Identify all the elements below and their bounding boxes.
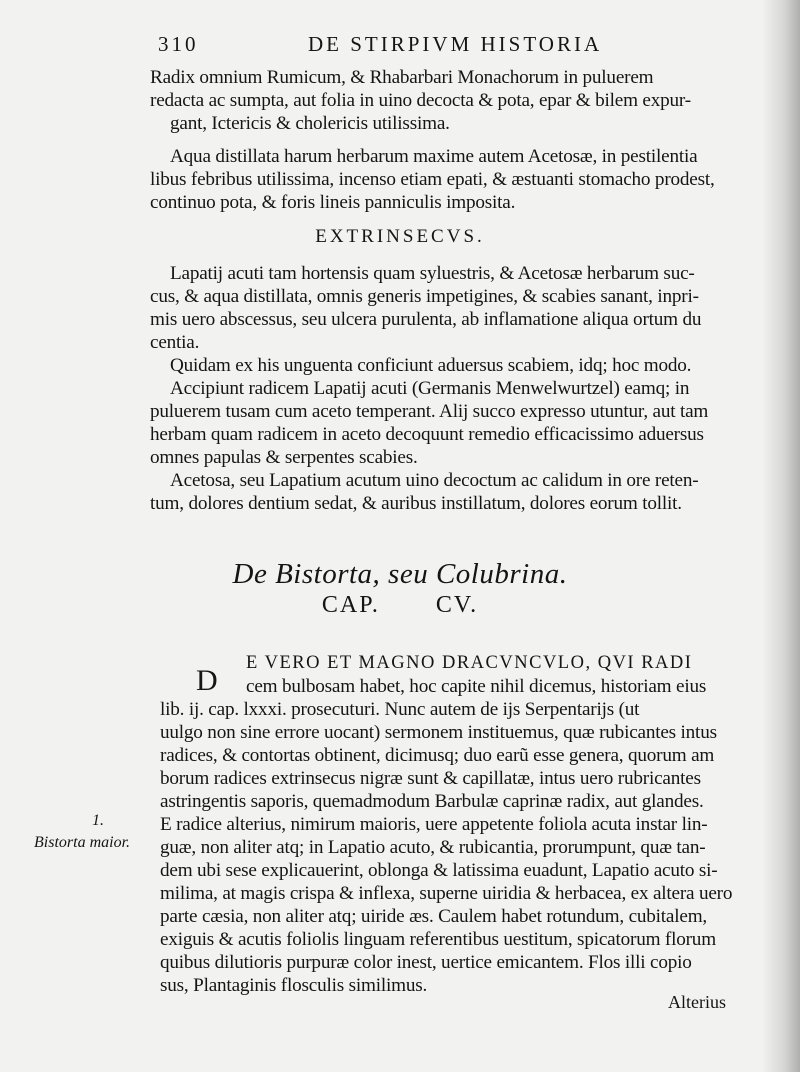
chapter-label: CAP.	[321, 592, 380, 618]
chapter-roman: CV.	[435, 592, 479, 618]
margin-note: Bistorta maior.	[34, 834, 131, 851]
text-line: E VERO ET MAGNO DRACVNCVLO, QVI RADI	[246, 653, 693, 673]
text-line: quibus dilutioris purpuræ color inest, uertice emicantem. Flos illi copio	[160, 952, 692, 973]
page-number: 310	[158, 32, 199, 56]
text-line: tum, dolores dentium sedat, & auribus instillatum, dolores eorum tollit.	[150, 493, 682, 514]
text-line: guæ, non aliter atq; in Lapatio acuto, & rubicantia, prorumpunt, quæ tan-	[160, 837, 706, 858]
text-line: mis uero abscessus, seu ulcera purulenta, ab inflamatione aliqua ortum du	[150, 309, 702, 330]
text-line: exiguis & acutis foliolis linguam referentibus uestitum, spicatorum florum	[160, 929, 716, 950]
text-line: parte cæsia, non aliter atq; uiride æs. Caulem habet rotundum, cubitalem,	[160, 906, 708, 927]
paragraph-bistorta-b	[160, 698, 770, 997]
text-line: omnes papulas & serpentes scabies.	[150, 447, 418, 468]
text-line: Radix omnium Rumicum, & Rhabarbari Monachorum in puluerem	[150, 67, 654, 88]
text-line: Quidam ex his unguenta conficiunt aduersus scabiem, idq; hoc modo.	[170, 355, 692, 376]
text-line: redacta ac sumpta, aut folia in uino decocta & pota, epar & bilem expur-	[150, 90, 691, 111]
text-line: cem bulbosam habet, hoc capite nihil dicemus, historiam eius	[246, 676, 707, 697]
text-line: centia.	[150, 332, 200, 353]
text-line: astringentis saporis, quemadmodum Barbulæ caprinæ radix, aut glandes.	[160, 791, 704, 812]
chapter-first-line	[246, 652, 776, 675]
paragraph-extrinsecus	[150, 262, 770, 515]
text-line: Aqua distillata harum herbarum maxime autem Acetosæ, in pestilentia	[170, 146, 698, 167]
chapter-title: De Bistorta, seu Colubrina.	[232, 558, 568, 590]
catchword: Alterius	[668, 992, 726, 1012]
running-title: DE STIRPIVM HISTORIA	[308, 32, 603, 56]
text-line: sus, Plantaginis flosculis similimus.	[160, 975, 428, 996]
text-line: borum radices extrinsecus nigræ sunt & capillatæ, intus uero rubricantes	[160, 768, 701, 789]
text-line: Accipiunt radicem Lapatij acuti (Germanis Menwelwurtzel) eamq; in	[170, 378, 690, 399]
paragraph-radix	[150, 66, 770, 214]
text-line: continuo pota, & foris lineis panniculis imposita.	[150, 192, 516, 213]
text-line: radices, & contortas obtinent, dicimusq; duo earũ esse genera, quorum am	[160, 745, 715, 766]
chapter-number	[0, 592, 800, 619]
text-line: milima, at magis crispa & inflexa, superne uiridia & herbacea, ex altera uero	[160, 883, 733, 904]
margin-number: 1.	[92, 812, 104, 829]
text-line: libus febribus utilissima, incenso etiam epati, & æstuanti stomacho prodest,	[150, 169, 715, 190]
drop-cap: D	[196, 664, 218, 697]
text-line: Lapatij acuti tam hortensis quam syluestris, & Acetosæ herbarum suc-	[170, 263, 695, 284]
paragraph-bistorta-a	[226, 675, 776, 698]
text-line: uulgo non sine errore uocant) sermonem instituemus, quæ rubicantes intus	[160, 722, 717, 743]
section-heading-extrinsecus: EXTRINSECVS.	[315, 226, 485, 247]
text-line: E radice alterius, nimirum maioris, uere appetente foliola acuta instar lin-	[160, 814, 708, 835]
text-line: herbam quam radicem in aceto decoquunt remedio efficacissimo aduersus	[150, 424, 704, 445]
text-line: lib. ij. cap. lxxxi. prosecuturi. Nunc autem de ijs Serpentarijs (ut	[160, 699, 640, 720]
text-line: puluerem tusam cum aceto temperant. Alij succo expresso utuntur, aut tam	[150, 401, 709, 422]
text-line: gant, Ictericis & cholericis utilissima.	[170, 113, 450, 134]
text-line: dem ubi sese explicauerint, oblonga & latissima euadunt, Lapatio acuto si-	[160, 860, 718, 881]
text-line: cus, & aqua distillata, omnis generis impetigines, & scabies sanant, inpri-	[150, 286, 699, 307]
text-line: Acetosa, seu Lapatium acutum uino decoctum ac calidum in ore reten-	[170, 470, 699, 491]
page-gutter-shadow	[762, 0, 800, 1072]
running-head	[158, 32, 768, 57]
